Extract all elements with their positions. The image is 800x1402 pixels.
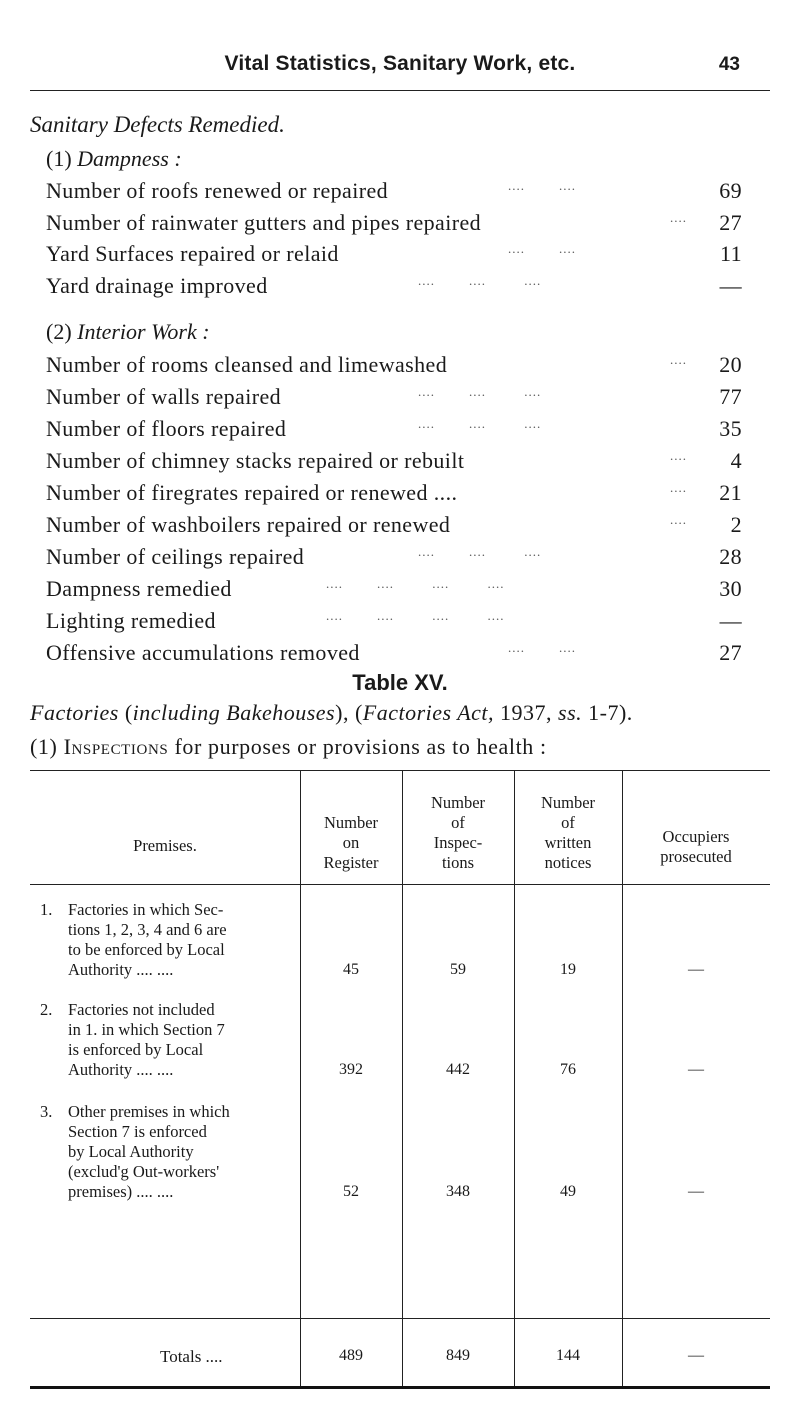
list-item: [46, 210, 742, 240]
interior-label: Interior Work :: [77, 319, 210, 344]
item-value: 27: [719, 210, 742, 235]
premises-cell: [68, 1000, 288, 1080]
item-label: Number of chimney stacks repaired or rebuilt: [46, 448, 465, 473]
leader-dots: .... .... ....: [418, 273, 542, 288]
header-line: Number: [323, 813, 379, 832]
header-line: Register: [323, 853, 379, 872]
premises-line: is enforced by Local: [68, 1040, 204, 1059]
occupiers-cell: —: [688, 961, 704, 978]
item-label: Number of roofs renewed or repaired: [46, 178, 389, 203]
register-cell: 45: [343, 961, 359, 978]
premises-line: by Local Authority: [68, 1142, 194, 1161]
page-header: [0, 52, 800, 88]
leader-dots: .... ....: [508, 241, 576, 256]
header-line: of: [561, 813, 575, 832]
item-value: 4: [730, 448, 742, 473]
header-line: tions: [441, 853, 475, 872]
interior-subheading: [46, 319, 210, 345]
inspections-cell: 442: [446, 1061, 470, 1078]
leader-dots: .... .... .... ....: [326, 608, 505, 623]
list-item: [46, 352, 742, 382]
item-value: 77: [719, 384, 742, 409]
item-label: Number of walls repaired: [46, 384, 282, 409]
header-notices: [514, 793, 622, 873]
list-item: [46, 178, 742, 208]
notices-cell: 19: [560, 961, 576, 978]
row-number: 3.: [40, 1102, 53, 1121]
subtitle-part: ss.: [558, 700, 583, 725]
item-value: 27: [719, 640, 742, 665]
item-label: Yard Surfaces repaired or relaid: [46, 241, 339, 266]
item-label: Number of rooms cleansed and limewashed: [46, 352, 448, 377]
item-label: Number of floors repaired: [46, 416, 287, 441]
totals-occupiers: —: [688, 1347, 704, 1364]
inspections-cell: 59: [450, 961, 466, 978]
notices-cell: 76: [560, 1061, 576, 1078]
occupiers-cell: —: [688, 1061, 704, 1078]
dampness-label: Dampness :: [77, 146, 182, 171]
subtitle-part: Factories Act,: [362, 700, 495, 725]
interior-num: (2): [46, 319, 72, 344]
premises-cell: [68, 1102, 288, 1202]
header-line: Occupiers: [662, 827, 730, 846]
table-title: Table XV.: [352, 670, 448, 695]
premises-line: Section 7 is enforced: [68, 1122, 207, 1141]
premises-line: Authority .... ....: [68, 960, 174, 979]
table-header-rule: [30, 884, 770, 885]
item-value: 11: [720, 241, 742, 266]
item-label: Number of ceilings repaired: [46, 544, 305, 569]
item-value: 30: [719, 576, 742, 601]
leader-dots: ....: [670, 512, 687, 527]
inspections-cell: 348: [446, 1183, 470, 1200]
leader-dots: .... ....: [508, 640, 576, 655]
register-cell: 52: [343, 1183, 359, 1200]
header-line: written: [544, 833, 592, 852]
item-label: Lighting remedied: [46, 608, 216, 633]
list-item: [46, 640, 742, 670]
premises-line: premises) .... ....: [68, 1182, 174, 1201]
leader-dots: .... .... ....: [418, 544, 542, 559]
header-premises: Premises.: [133, 836, 197, 855]
header-line: on: [342, 833, 360, 852]
running-title: Vital Statistics, Sanitary Work, etc.: [224, 52, 576, 75]
item-value: 21: [719, 480, 742, 505]
table-bottom-rule: [30, 1386, 770, 1389]
item-label: Number of washboilers repaired or renewed: [46, 512, 451, 537]
table-top-rule: [30, 770, 770, 771]
section-rest: for purposes or provisions as to health :: [174, 734, 547, 759]
list-item: [46, 544, 742, 574]
premises-line: Factories in which Sec-: [68, 900, 224, 919]
leader-dots: .... .... .... ....: [326, 576, 505, 591]
occupiers-cell: —: [688, 1183, 704, 1200]
leader-dots: .... .... ....: [418, 384, 542, 399]
dampness-num: (1): [46, 146, 72, 171]
totals-register: 489: [339, 1347, 363, 1364]
header-occupiers: [622, 827, 770, 867]
leader-dots: ....: [670, 352, 687, 367]
notices-cell: 49: [560, 1183, 576, 1200]
header-line: notices: [544, 853, 592, 872]
leader-dots: ....: [670, 480, 687, 495]
leader-dots: .... .... ....: [418, 416, 542, 431]
item-value: 20: [719, 352, 742, 377]
sanitary-heading: Sanitary Defects Remedied.: [30, 112, 285, 137]
totals-notices: 144: [556, 1347, 580, 1364]
premises-cell: [68, 900, 288, 980]
totals-inspections: 849: [446, 1347, 470, 1364]
header-line: of: [451, 813, 465, 832]
header-line: Number: [430, 793, 486, 812]
dampness-subheading: [46, 146, 182, 172]
section-num: (1): [30, 734, 58, 759]
leader-dots: ....: [670, 210, 687, 225]
premises-line: Other premises in which: [68, 1102, 230, 1121]
item-label: Offensive accumulations removed: [46, 640, 360, 665]
table-subtitle: [30, 700, 633, 726]
section-smallcaps: Inspections: [63, 734, 169, 759]
item-value: 69: [719, 178, 742, 203]
item-label: Number of firegrates repaired or renewed ....: [46, 480, 458, 505]
list-item: [46, 241, 742, 271]
premises-line: Authority .... ....: [68, 1060, 174, 1079]
leader-dots: ....: [670, 448, 687, 463]
table-section-heading: [30, 734, 547, 760]
item-label: Yard drainage improved: [46, 273, 268, 298]
totals-label: Totals ....: [160, 1347, 223, 1366]
item-value: 35: [719, 416, 742, 441]
premises-line: (exclud'g Out-workers': [68, 1162, 220, 1181]
header-line: prosecuted: [660, 847, 732, 866]
header-line: Number: [540, 793, 596, 812]
item-value: —: [719, 273, 742, 298]
list-item: [46, 384, 742, 414]
item-value: —: [719, 608, 742, 633]
premises-line: in 1. in which Section 7: [68, 1020, 225, 1039]
header-line: Inspec-: [433, 833, 483, 852]
list-item: [46, 273, 742, 303]
item-label: Number of rainwater gutters and pipes repaired: [46, 210, 482, 235]
list-item: [46, 480, 742, 510]
premises-line: to be enforced by Local: [68, 940, 225, 959]
subtitle-part: 1937,: [494, 700, 559, 725]
subtitle-part: Factories: [30, 700, 119, 725]
subtitle-part: including Bakehouses: [132, 700, 336, 725]
leader-dots: .... ....: [508, 178, 576, 193]
row-number: 2.: [40, 1000, 53, 1019]
premises-line: Factories not included: [68, 1000, 215, 1019]
list-item: [46, 448, 742, 478]
list-item: [46, 576, 742, 606]
header-inspections: [402, 793, 514, 873]
item-value: 2: [730, 512, 742, 537]
subtitle-part: 1-7).: [582, 700, 633, 725]
item-label: Dampness remedied: [46, 576, 232, 601]
table-totals-rule: [30, 1318, 770, 1319]
register-cell: 392: [339, 1061, 363, 1078]
subtitle-part: ), (: [335, 700, 363, 725]
subtitle-part: (: [118, 700, 133, 725]
page-number: 43: [718, 54, 740, 75]
item-value: 28: [719, 544, 742, 569]
header-register: [300, 813, 402, 873]
premises-line: tions 1, 2, 3, 4 and 6 are: [68, 920, 227, 939]
list-item: [46, 416, 742, 446]
list-item: [46, 608, 742, 638]
row-number: 1.: [40, 900, 53, 919]
header-rule: [30, 90, 770, 91]
list-item: [46, 512, 742, 542]
